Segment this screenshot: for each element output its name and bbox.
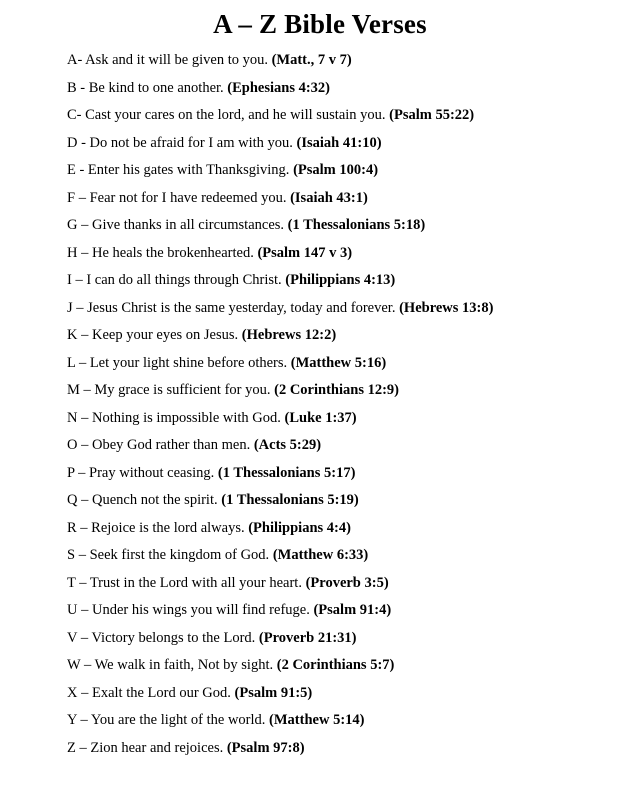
verse-text: Y – You are the light of the world. bbox=[67, 712, 266, 728]
verse-item bbox=[67, 241, 627, 269]
verse-item bbox=[67, 681, 627, 709]
verse-reference: (Psalm 91:4) bbox=[313, 602, 392, 618]
verse-reference: (Psalm 91:5) bbox=[234, 684, 313, 701]
verse-text: U – Under his wings you will find refuge. bbox=[67, 602, 310, 618]
verse-item bbox=[67, 736, 627, 764]
verse-reference: (Matt., 7 v 7) bbox=[271, 52, 352, 68]
verse-text: P – Pray without ceasing. bbox=[67, 464, 215, 481]
verse-reference: (Psalm 55:22) bbox=[389, 107, 475, 123]
verse-text: N – Nothing is impossible with God. bbox=[67, 409, 281, 426]
verse-item bbox=[67, 516, 627, 544]
verse-item bbox=[67, 213, 627, 241]
verse-text: S – Seek first the kingdom of God. bbox=[67, 547, 270, 563]
verse-text: V – Victory belongs to the Lord. bbox=[67, 629, 256, 646]
verse-reference: (Matthew 6:33) bbox=[272, 547, 369, 563]
verse-reference: (Isaiah 41:10) bbox=[296, 134, 382, 151]
verse-item bbox=[67, 158, 627, 186]
verse-reference: (Hebrews 13:8) bbox=[399, 299, 494, 316]
verse-text: R – Rejoice is the lord always. bbox=[67, 519, 245, 536]
verse-reference: (Ephesians 4:32) bbox=[227, 79, 331, 96]
verse-text: X – Exalt the Lord our God. bbox=[67, 684, 231, 701]
verse-reference: (Hebrews 12:2) bbox=[241, 327, 337, 343]
verse-text: T – Trust in the Lord with all your heart. bbox=[67, 574, 302, 591]
verse-text: C- Cast your cares on the lord, and he will sustain you. bbox=[67, 107, 386, 123]
verse-item bbox=[67, 461, 627, 489]
verse-reference: (Philippians 4:4) bbox=[248, 519, 351, 536]
verse-text: W – We walk in faith, Not by sight. bbox=[67, 657, 274, 673]
verse-item bbox=[67, 488, 627, 516]
verse-reference: (Psalm 100:4) bbox=[293, 162, 379, 178]
verse-text: K – Keep your eyes on Jesus. bbox=[67, 327, 239, 343]
verse-reference: (Luke 1:37) bbox=[284, 409, 357, 426]
verse-text: I – I can do all things through Christ. bbox=[67, 272, 282, 288]
verse-reference: (Acts 5:29) bbox=[253, 437, 322, 453]
verse-item bbox=[67, 571, 627, 599]
verse-item bbox=[67, 626, 627, 654]
verse-text: E - Enter his gates with Thanksgiving. bbox=[67, 162, 290, 178]
verse-item bbox=[67, 296, 627, 324]
verse-text: A- Ask and it will be given to you. bbox=[67, 52, 268, 68]
verse-reference: (Philippians 4:13) bbox=[285, 272, 396, 288]
verse-reference: (1 Thessalonians 5:19) bbox=[221, 492, 359, 508]
verse-text: H – He heals the brokenhearted. bbox=[67, 244, 254, 261]
verse-text: B - Be kind to one another. bbox=[67, 79, 224, 96]
verse-item bbox=[67, 406, 627, 434]
verse-text: Z – Zion hear and rejoices. bbox=[67, 739, 224, 756]
verse-item bbox=[67, 103, 627, 131]
verse-text: O – Obey God rather than men. bbox=[67, 437, 251, 453]
verse-reference: (2 Corinthians 5:7) bbox=[276, 657, 395, 673]
verse-text: D - Do not be afraid for I am with you. bbox=[67, 134, 293, 151]
verse-item bbox=[67, 543, 627, 571]
verse-reference: (Psalm 97:8) bbox=[226, 739, 305, 756]
verse-reference: (Matthew 5:14) bbox=[269, 712, 365, 728]
verse-reference: (2 Corinthians 12:9) bbox=[274, 382, 399, 398]
verse-text: J – Jesus Christ is the same yesterday, today and forever. bbox=[67, 299, 396, 316]
verse-reference: (Proverb 3:5) bbox=[305, 574, 389, 591]
verse-text: M – My grace is sufficient for you. bbox=[67, 382, 271, 398]
verse-item bbox=[67, 186, 627, 214]
verse-item bbox=[67, 708, 627, 736]
verse-reference: (Proverb 21:31) bbox=[258, 629, 357, 646]
verse-item bbox=[67, 76, 627, 104]
verse-text: Q – Quench not the spirit. bbox=[67, 492, 218, 508]
verse-reference: (Psalm 147 v 3) bbox=[257, 244, 353, 261]
verse-text: L – Let your light shine before others. bbox=[67, 354, 288, 371]
verse-item bbox=[67, 433, 627, 461]
verse-item bbox=[67, 378, 627, 406]
verse-item bbox=[67, 598, 627, 626]
verse-reference: (Isaiah 43:1) bbox=[290, 189, 368, 206]
verse-reference: (1 Thessalonians 5:17) bbox=[217, 464, 356, 481]
verse-item bbox=[67, 268, 627, 296]
verse-text: F – Fear not for I have redeemed you. bbox=[67, 189, 287, 206]
page-title: A – Z Bible Verses bbox=[213, 9, 427, 39]
verse-reference: (Matthew 5:16) bbox=[290, 354, 387, 371]
verse-item bbox=[67, 131, 627, 159]
verse-list bbox=[67, 48, 627, 763]
verse-item bbox=[67, 351, 627, 379]
verse-item bbox=[67, 653, 627, 681]
verse-reference: (1 Thessalonians 5:18) bbox=[287, 217, 426, 233]
verse-text: G – Give thanks in all circumstances. bbox=[67, 217, 285, 233]
verse-item bbox=[67, 48, 627, 76]
verse-item bbox=[67, 323, 627, 351]
